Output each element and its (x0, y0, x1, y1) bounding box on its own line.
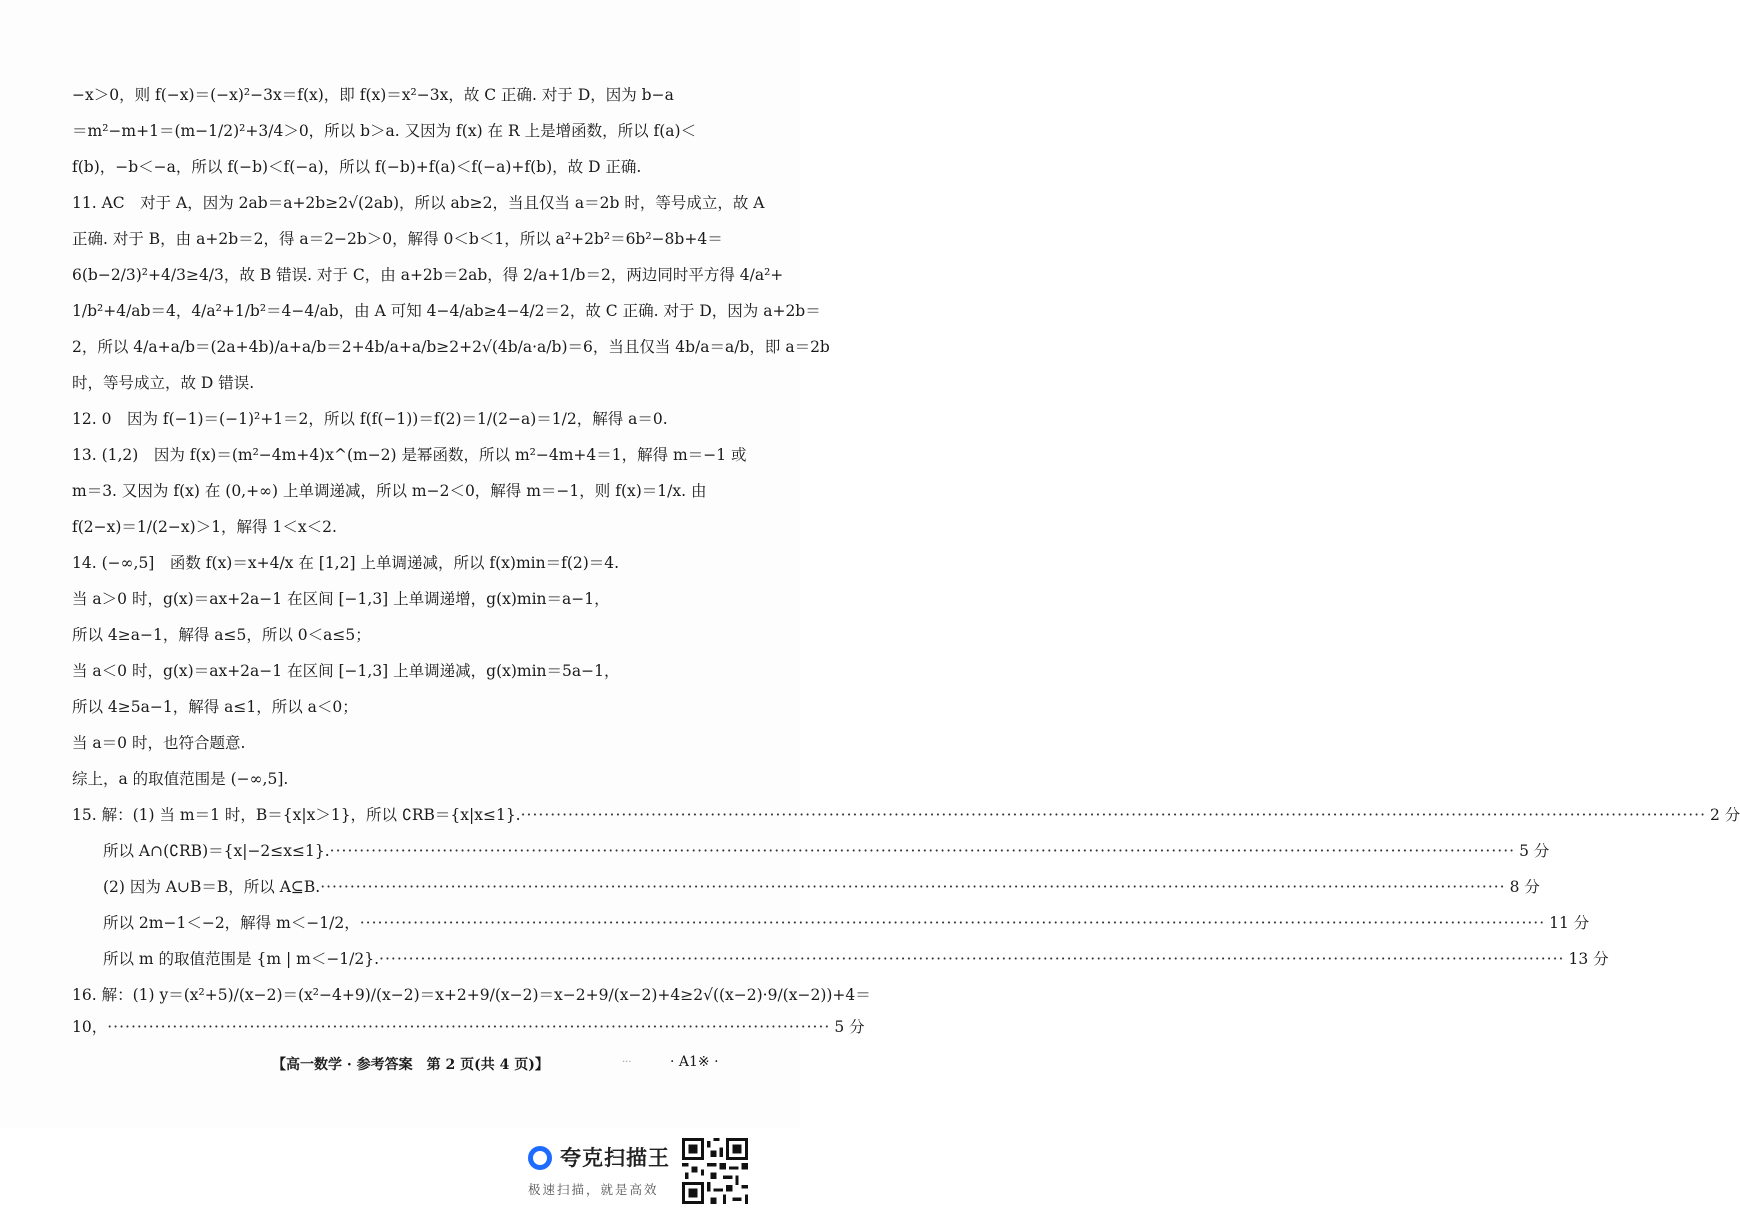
answer-line: 当 a＝0 时，也符合题意. (72, 734, 246, 752)
answer-line: 2，所以 4/a+a/b＝(2a+4b)/a+a/b＝2+4b/a+a/b≥2+2√(4b/a·a/b)＝6，当且仅当 4b/a＝a/b，即 a＝2b (72, 338, 830, 356)
leader-dots: ········································································································································································································ (520, 806, 1707, 824)
answer-line: 时，等号成立，故 D 错误. (72, 374, 255, 392)
q15-scored-lines (72, 804, 1740, 970)
scored-line-points: 8 分 (1509, 878, 1540, 896)
answer-line: 正确. 对于 B，由 a+2b＝2，得 a＝2−2b＞0，解得 0＜b＜1，所以 a²+2b²＝6b²−8b+4＝ (72, 230, 723, 248)
answer-line: 1/b²+4/ab＝4，4/a²+1/b²＝4−4/ab，由 A 可知 4−4/ab≥4−4/2＝2，故 C 正确. 对于 D，因为 a+2b＝ (72, 302, 821, 320)
footer-dots: ... (622, 1054, 632, 1065)
brand-slogan: 极速扫描，就是高效 (528, 1182, 659, 1197)
scored-line-points: 11 分 (1549, 914, 1590, 932)
answer-line: 12. 0 因为 f(−1)＝(−1)²+1＝2，所以 f(f(−1))＝f(2)＝1/(2−a)＝1/2，解得 a＝0. (72, 410, 668, 428)
answer-line: m＝3. 又因为 f(x) 在 (0,+∞) 上单调递减，所以 m−2＜0，解得 m＝−1，则 f(x)＝1/x. 由 (72, 482, 707, 500)
leader-dots: ·························································································································· (107, 1018, 831, 1036)
leader-dots: ········································································································································································································ (320, 878, 1506, 896)
scored-line-text: 所以 A∩(∁RB)＝{x|−2≤x≤1}. (72, 842, 330, 860)
brand-name: 夸克扫描王 (560, 1146, 670, 1170)
qr-code-icon (682, 1138, 748, 1204)
q16-line1 (72, 984, 871, 1006)
scored-line-text: (2) 因为 A∪B＝B，所以 A⊆B. (72, 878, 321, 896)
footer-code: · A1※ · (670, 1054, 719, 1070)
answer-line: 14. (−∞,5] 函数 f(x)＝x+4/x 在 [1,2] 上单调递减，所以 f(x)min＝f(2)＝4. (72, 554, 620, 572)
answer-line: 所以 4≥5a−1，解得 a≤1，所以 a＜0； (72, 698, 358, 716)
scanner-watermark (520, 1132, 800, 1215)
scored-line-points: 5 分 (1519, 842, 1550, 860)
answer-line: 13. (1,2) 因为 f(x)＝(m²−4m+4)x^(m−2) 是幂函数，所以 m²−4m+4＝1，解得 m＝−1 或 (72, 446, 747, 464)
scored-line-text: 15. 解：(1) 当 m＝1 时，B＝{x|x＞1}，所以 ∁RB＝{x|x≤1}. (72, 806, 521, 824)
quark-logo-icon (528, 1146, 552, 1170)
scored-line (72, 912, 1590, 934)
answer-line: 当 a＜0 时，g(x)＝ax+2a−1 在区间 [−1,3] 上单调递减，g(x)min＝5a−1， (72, 662, 620, 680)
q16-line1-text: 16. 解：(1) y＝(x²+5)/(x−2)＝(x²−4+9)/(x−2)＝x+2+9/(x−2)＝x−2+9/(x−2)+4≥2√((x−2)·9/(x−2))+4＝ (72, 986, 871, 1004)
answer-line: −x＞0，则 f(−x)＝(−x)²−3x＝f(x)，即 f(x)＝x²−3x，故 C 正确. 对于 D，因为 b−a (72, 86, 674, 104)
scored-line-points: 13 分 (1568, 950, 1609, 968)
answer-line: 11. AC 对于 A，因为 2ab＝a+2b≥2√(2ab)，所以 ab≥2，当且仅当 a＝2b 时，等号成立，故 A (72, 194, 765, 212)
q16-line2 (72, 1016, 865, 1038)
q16-points: 5 分 (834, 1018, 865, 1036)
scored-line (72, 948, 1609, 970)
scored-line-text: 所以 m 的取值范围是 {m | m＜−1/2}. (72, 950, 380, 968)
footer-page-info: 【高一数学 · 参考答案 第 2 页(共 4 页)】 (272, 1057, 549, 1073)
scored-line-text: 所以 2m−1＜−2，解得 m＜−1/2， (72, 914, 360, 932)
answer-line: 6(b−2/3)²+4/3≥4/3，故 B 错误. 对于 C，由 a+2b＝2ab，得 2/a+1/b＝2，两边同时平方得 4/a²+ (72, 266, 784, 284)
answer-line: 所以 4≥a−1，解得 a≤5，所以 0＜a≤5； (72, 626, 371, 644)
leader-dots: ········································································································································································································ (329, 842, 1516, 860)
scored-line (72, 876, 1540, 898)
leader-dots: ········································································································································································································ (359, 914, 1546, 932)
leader-dots: ········································································································································································································ (379, 950, 1565, 968)
answer-line: 综上，a 的取值范围是 (−∞,5]. (72, 770, 289, 788)
q16-line2-text: 10， (72, 1018, 108, 1036)
scored-line (72, 804, 1740, 826)
answer-content (72, 84, 1740, 1038)
scored-line-points: 2 分 (1710, 806, 1740, 824)
answer-lines (72, 84, 830, 790)
scored-line (72, 840, 1550, 862)
answer-line: 当 a＞0 时，g(x)＝ax+2a−1 在区间 [−1,3] 上单调递增，g(x)min＝a−1， (72, 590, 610, 608)
answer-line: ＝m²−m+1＝(m−1/2)²+3/4＞0，所以 b＞a. 又因为 f(x) 在 R 上是增函数，所以 f(a)＜ (72, 122, 697, 140)
answer-line: f(2−x)＝1/(2−x)＞1，解得 1＜x＜2. (72, 518, 337, 536)
answer-line: f(b)，−b＜−a，所以 f(−b)＜f(−a)，所以 f(−b)+f(a)＜f(−a)+f(b)，故 D 正确. (72, 158, 642, 176)
